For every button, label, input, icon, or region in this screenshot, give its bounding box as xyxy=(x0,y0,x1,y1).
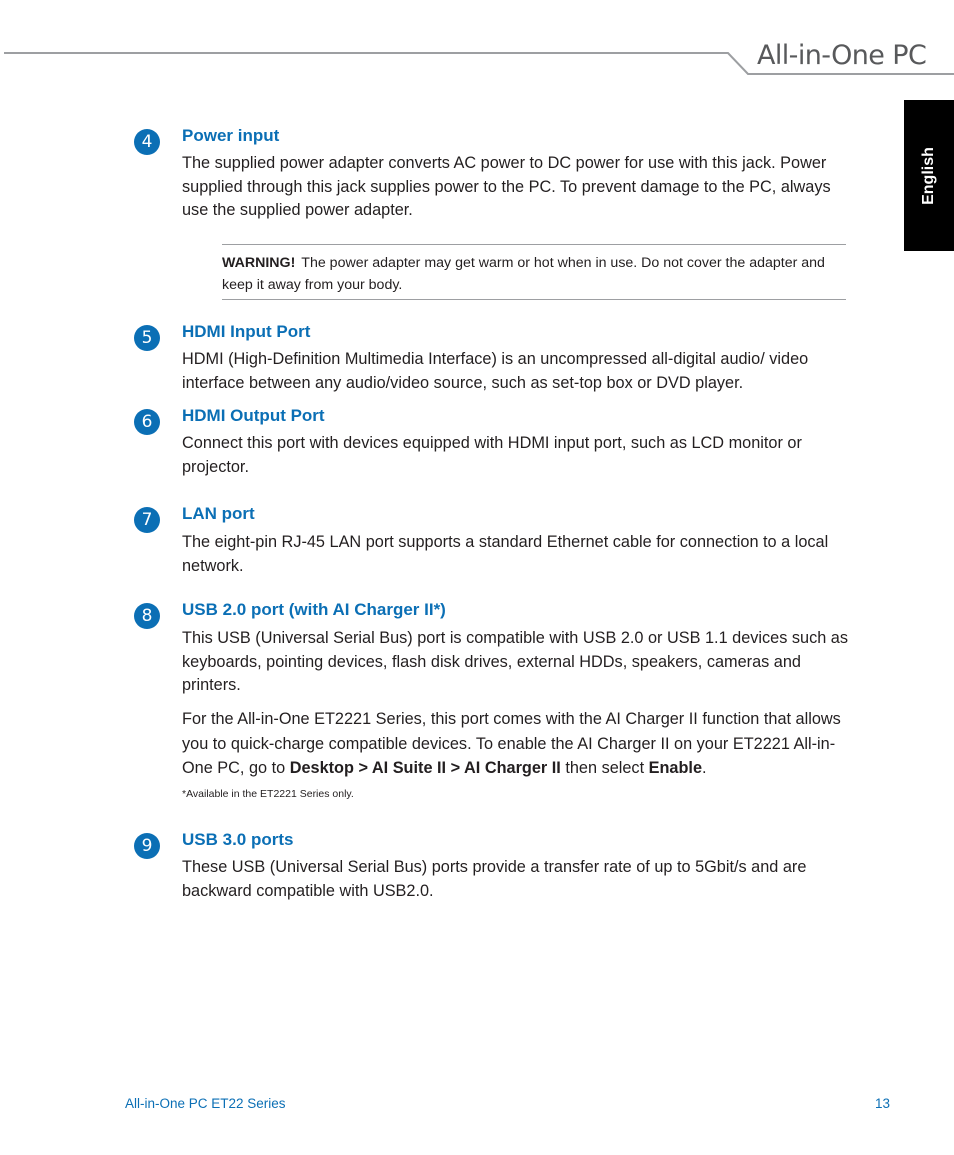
warning-bottom-rule xyxy=(222,299,846,300)
page-number: 13 xyxy=(874,1096,890,1111)
menu-path: Desktop > AI Suite II > AI Charger II xyxy=(289,759,561,777)
item-number-badge: 6 xyxy=(134,409,160,435)
section-heading: HDMI Output Port xyxy=(182,406,325,425)
item-number-badge: 5 xyxy=(134,325,160,351)
footer-title: All-in-One PC ET22 Series xyxy=(125,1096,286,1111)
warning-text: The power adapter may get warm or hot when in use. Do not cover the adapter and keep it away from your body. xyxy=(222,255,825,293)
item-number-badge: 7 xyxy=(134,507,160,533)
item-number-badge: 9 xyxy=(134,833,160,859)
warning-label: WARNING! xyxy=(222,255,296,271)
section-body: These USB (Universal Serial Bus) ports provide a transfer rate of up to 5Gbit/s and are backward compatible with USB2.0. xyxy=(182,858,807,900)
section-body: The eight-pin RJ-45 LAN port supports a standard Ethernet cable for connection to a local network. xyxy=(182,533,829,575)
section-body-extra: For the All-in-One ET2221 Series, this port comes with the AI Charger II function that allows you to quick-charge compatible devices. To enable the AI Charger II on your ET2221 All-in-One PC, go to Desktop > AI Suite II > AI Charger II then select Enable. xyxy=(182,710,841,777)
section-heading: Power input xyxy=(182,126,280,145)
warning-note xyxy=(222,252,842,296)
section-heading: HDMI Input Port xyxy=(182,322,311,341)
item-number-badge: 4 xyxy=(134,129,160,155)
section-body: This USB (Universal Serial Bus) port is compatible with USB 2.0 or USB 1.1 devices such as keyboards, pointing devices, flash disk drives, external HDDs, speakers, cameras and printers. xyxy=(182,629,848,694)
language-tab-label: English xyxy=(920,146,937,205)
section-body: Connect this port with devices equipped with HDMI input port, such as LCD monitor or projector. xyxy=(182,434,802,476)
section-body: The supplied power adapter converts AC power to DC power for use with this jack. Power supplied through this jack supplies power to the PC. To prevent damage to the PC, always use the supplied power adapter. xyxy=(182,154,831,219)
section-heading: LAN port xyxy=(182,504,255,523)
section-heading: USB 3.0 ports xyxy=(182,830,294,849)
warning-top-rule xyxy=(222,244,846,245)
item-number-badge: 8 xyxy=(134,603,160,629)
enable-option: Enable xyxy=(648,759,703,777)
footnote: *Available in the ET2221 Series only. xyxy=(182,788,354,800)
language-tab xyxy=(904,100,954,251)
section-heading: USB 2.0 port (with AI Charger II*) xyxy=(182,600,446,619)
brand-logo: All-in-One PC xyxy=(757,40,927,71)
section-body: HDMI (High-Definition Multimedia Interface) is an uncompressed all-digital audio/ video interface between any audio/video source, such as set-top box or DVD player. xyxy=(182,350,809,392)
